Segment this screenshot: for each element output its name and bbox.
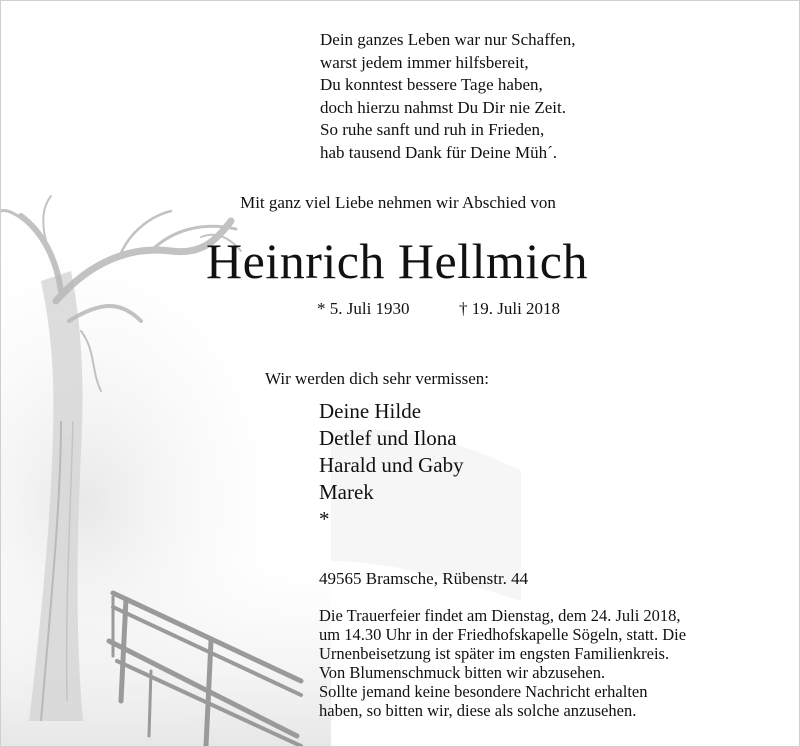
mourner: Detlef und Ilona (319, 426, 457, 450)
notice-line: um 14.30 Uhr in der Friedhofskapelle Sögeln, statt. Die (319, 625, 687, 644)
notice-line: Urnenbeisetzung ist später im engsten Familienkreis. (319, 644, 670, 663)
mourner: Deine Hilde (319, 399, 422, 423)
notice-line: Sollte jemand keine besondere Nachricht erhalten (319, 682, 648, 701)
birth-date: * 5. Juli 1930 (317, 299, 410, 318)
mourner: * (319, 507, 330, 531)
poem (320, 29, 576, 164)
mourner: Harald und Gaby (319, 453, 464, 477)
poem-line: warst jedem immer hilfsbereit, (320, 52, 529, 72)
miss-line: Wir werden dich sehr vermissen: (265, 369, 490, 388)
intro-line-wrap (1, 193, 800, 213)
poem-line: So ruhe sanft und ruh in Frieden, (320, 120, 545, 139)
poem-line: Du konntest bessere Tage haben, (320, 75, 543, 94)
death-date: † 19. Juli 2018 (459, 299, 561, 318)
notice-line: haben, so bitten wir, diese als solche anzusehen. (319, 701, 637, 720)
notice-line: Die Trauerfeier findet am Dienstag, dem 24. Juli 2018, (319, 606, 681, 625)
poem-line: doch hierzu nahmst Du Dir nie Zeit. (320, 97, 566, 117)
address: 49565 Bramsche, Rübenstr. 44 (319, 569, 529, 588)
mourners-list (319, 398, 464, 533)
funeral-notice (319, 606, 686, 720)
poem-line: hab tausend Dank für Deine Müh´. (320, 142, 557, 162)
deceased-name: Heinrich Hellmich (206, 233, 588, 289)
mourner: Marek (319, 480, 374, 504)
poem-line: Dein ganzes Leben war nur Schaffen, (320, 30, 576, 49)
notice-line: Von Blumenschmuck bitten wir abzusehen. (319, 663, 606, 682)
deceased-name-wrap (1, 231, 800, 291)
intro-line: Mit ganz viel Liebe nehmen wir Abschied von (240, 193, 556, 212)
